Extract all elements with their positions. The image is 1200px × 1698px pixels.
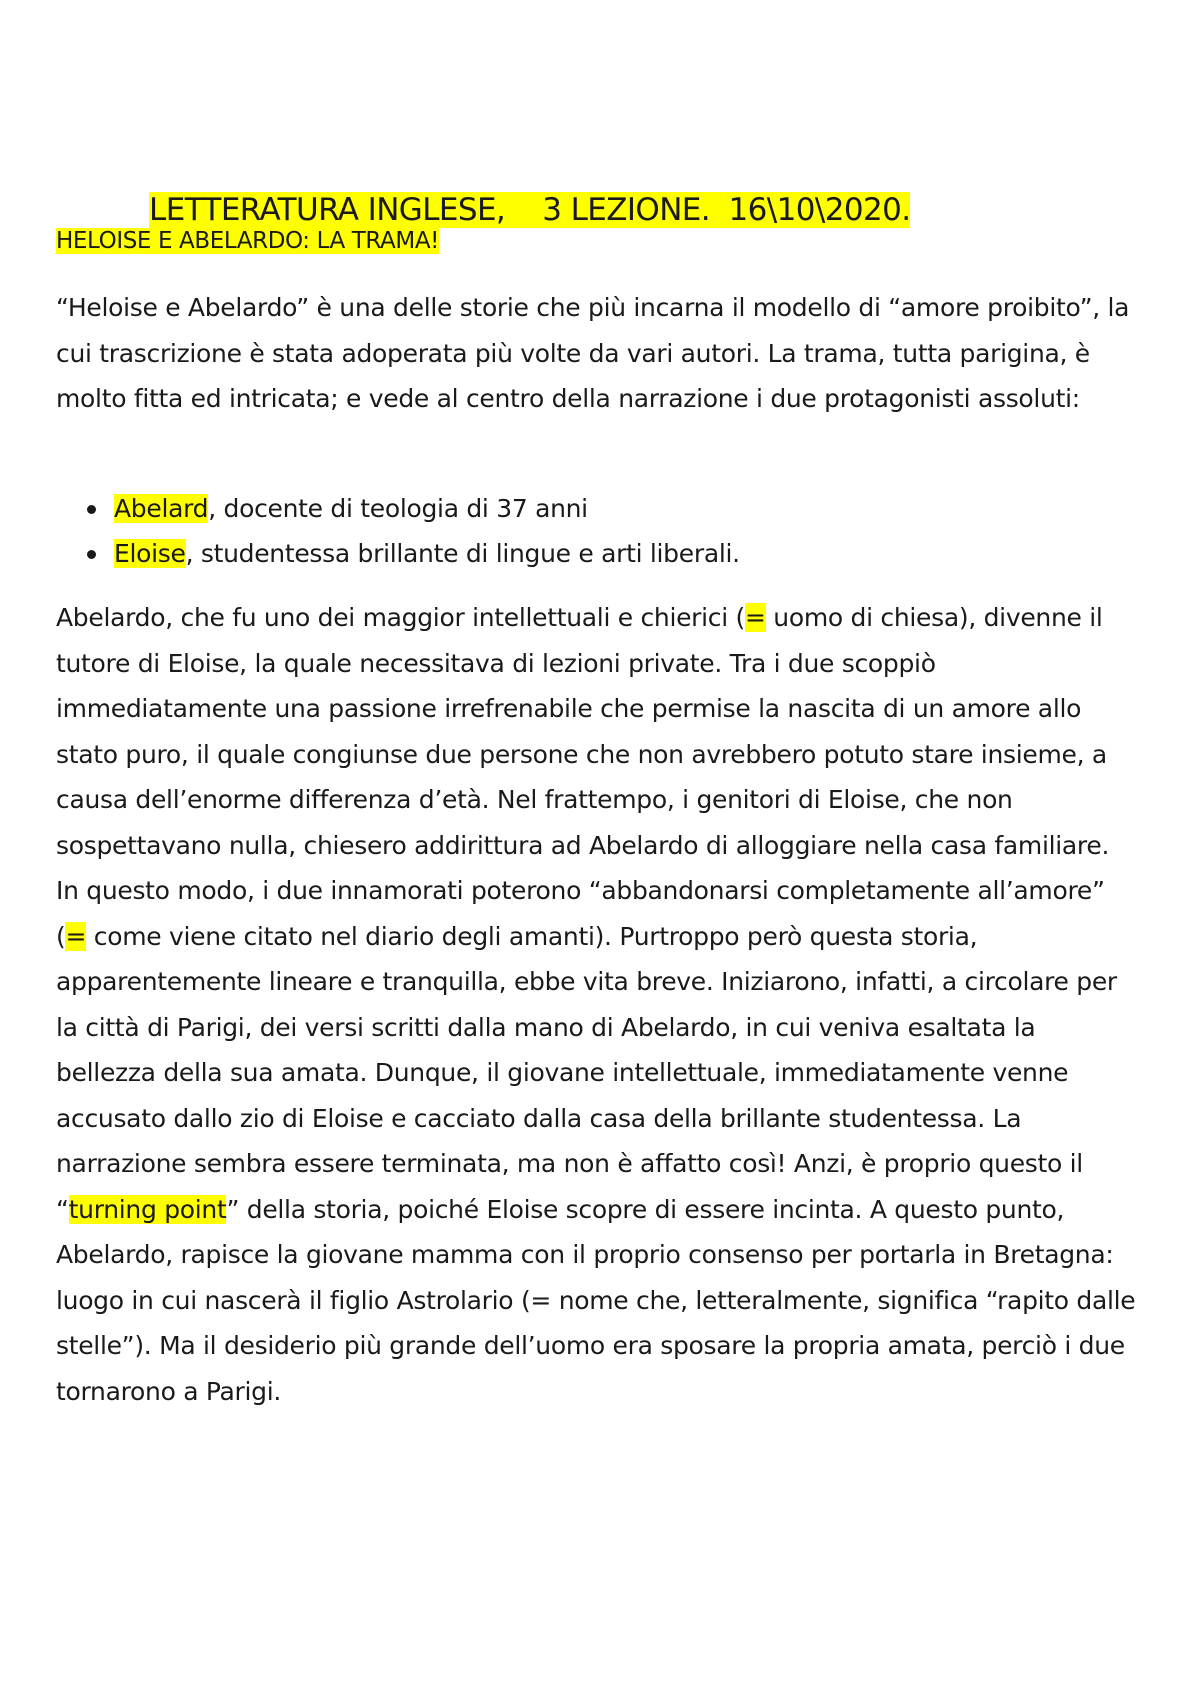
protagonist-name-highlight: Abelard — [114, 494, 209, 523]
turning-point-highlight: turning point — [68, 1194, 227, 1224]
story-paragraph — [56, 595, 1136, 1414]
protagonist-name-highlight: Eloise — [114, 539, 186, 568]
list-item — [84, 531, 740, 576]
protagonist-description: , studentessa brillante di lingue e arti liberali. — [185, 539, 740, 568]
intro-paragraph: “Heloise e Abelardo” è una delle storie che più incarna il modello di “amore proibito”, la cui trascrizione è stata adoperata più volte da vari autori. La trama, tutta parigina, è molto fitta ed intricata; e vede al centro della narrazione i due protagonisti assoluti: — [56, 293, 1130, 413]
protagonist-description: , docente di teologia di 37 anni — [208, 494, 588, 523]
protagonists-list — [84, 486, 740, 576]
equals-highlight: = — [745, 603, 766, 632]
section-heading — [56, 225, 439, 257]
section-heading-highlight: HELOISE E ABELARDO: LA TRAMA! — [56, 228, 439, 254]
story-text: come viene citato nel diario degli amanti). Purtroppo però questa storia, apparentemente lineare e tranquilla, ebbe vita breve. Iniziarono, infatti, a circolare per la città di Parigi, dei versi scritti dalla mano di Abelardo, in cui veniva esaltata la bellezza della sua amata. Dunque, il giovane intellettuale, immediatamente venne accusato dallo zio di Eloise e cacciato dalla casa della brillante studentessa. La narrazione sembra essere terminata, ma non è affatto così! Anzi, è proprio questo il “ — [56, 921, 1117, 1224]
story-text: uomo di chiesa), divenne il tutore di Eloise, la quale necessitava di lezioni private. Tra i due scoppiò immediatamente una passione irrefrenabile che permise la nascita di un amore allo stato puro, il quale congiunse due persone che non avrebbero potuto stare insieme, a causa dell’enorme differenza d’età. Nel frattempo, i genitori di Eloise, che non sospettavano nulla, chiesero addirittura ad Abelardo di alloggiare nella casa familiare. In questo modo, i due innamorati poterono “abbandonarsi completamente all’amore” ( — [56, 603, 1110, 951]
bullet-icon — [87, 505, 96, 514]
equals-highlight: = — [65, 921, 87, 951]
story-text: Abelardo, che fu uno dei maggior intellettuali e chierici ( — [56, 603, 745, 632]
list-item — [84, 486, 740, 531]
title-highlight: LETTERATURA INGLESE, 3 LEZIONE. 16\10\2020. — [149, 192, 911, 228]
bullet-icon — [87, 550, 96, 559]
story-text: ” della storia, poiché Eloise scopre di essere incinta. A questo punto, Abelardo, rapisce la giovane mamma con il proprio consenso per portarla in Bretagna: luogo in cui nascerà il figlio Astrolario (= nome che, letteralmente, significa “rapito dalle stelle”). Ma il desiderio più grande dell’uomo era sposare la propria amata, perciò i due tornarono a Parigi. — [56, 1194, 1136, 1406]
